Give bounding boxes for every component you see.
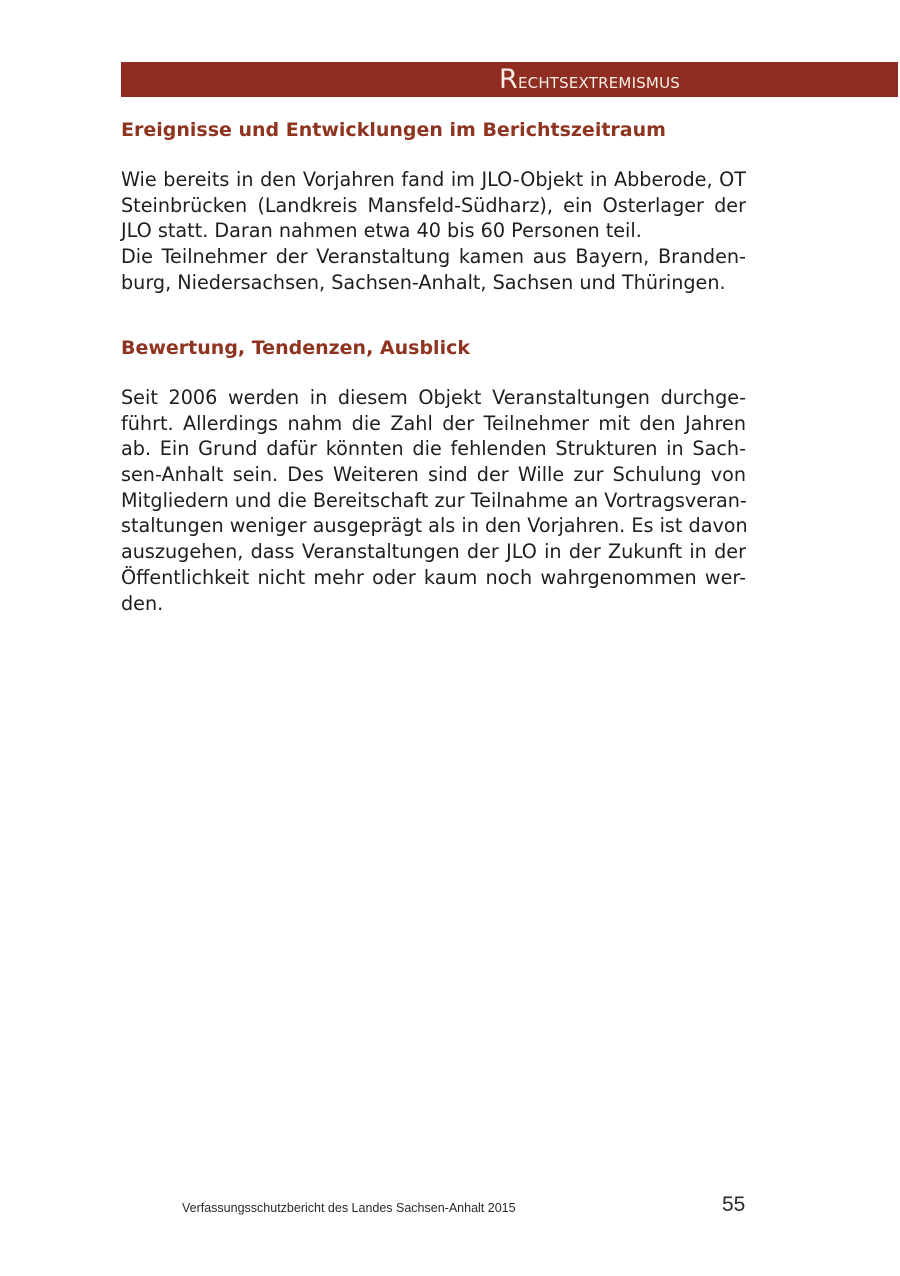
- chapter-title: [499, 64, 680, 97]
- text-line: Wie bereits in den Vorjahren fand im JLO-Objekt in Abberode, OT: [121, 168, 746, 191]
- text-line: Mitgliedern und die Bereitschaft zur Teilnahme an Vortragsveran-: [121, 488, 747, 512]
- text-line: Die Teilnehmer der Veranstaltung kamen aus Bayern, Branden-: [121, 245, 746, 269]
- text-line: den.: [121, 591, 164, 615]
- text-line: burg, Niedersachsen, Sachsen-Anhalt, Sachsen und Thüringen.: [121, 270, 726, 294]
- text-line: führt. Allerdings nahm die Zahl der Teilnehmer mit den Jahren: [121, 411, 746, 435]
- section-heading-events: Ereignisse und Entwicklungen im Berichtszeitraum: [121, 119, 666, 141]
- text-line: Seit 2006 werden in diesem Objekt Veranstaltungen durchge-: [121, 386, 746, 409]
- chapter-title-rest: echtsextremismus: [517, 69, 680, 93]
- chapter-title-initial: R: [499, 64, 518, 95]
- text-line: Steinbrücken (Landkreis Mansfeld-Südharz), ein Osterlager der: [121, 193, 746, 217]
- text-line: auszugehen, dass Veranstaltungen der JLO in der Zukunft in der: [121, 540, 746, 564]
- footer-publication-title: Verfassungsschutzbericht des Landes Sachsen-Anhalt 2015: [182, 1201, 516, 1215]
- paragraph-events: [121, 167, 746, 295]
- text-line: ab. Ein Grund dafür könnten die fehlenden Strukturen in Sach-: [121, 437, 746, 461]
- page-number: 55: [722, 1193, 746, 1216]
- text-line: staltungen weniger ausgeprägt als in den Vorjahren. Es ist davon: [121, 514, 748, 538]
- section-heading-assessment: Bewertung, Tendenzen, Ausblick: [121, 337, 470, 359]
- text-line: Öffentlichkeit nicht mehr oder kaum noch wahrgenommen wer-: [121, 565, 746, 589]
- text-line: sen-Anhalt sein. Des Weiteren sind der Wille zur Schulung von: [121, 463, 746, 487]
- text-line: JLO statt. Daran nahmen etwa 40 bis 60 Personen teil.: [121, 219, 642, 243]
- paragraph-assessment: [121, 385, 746, 616]
